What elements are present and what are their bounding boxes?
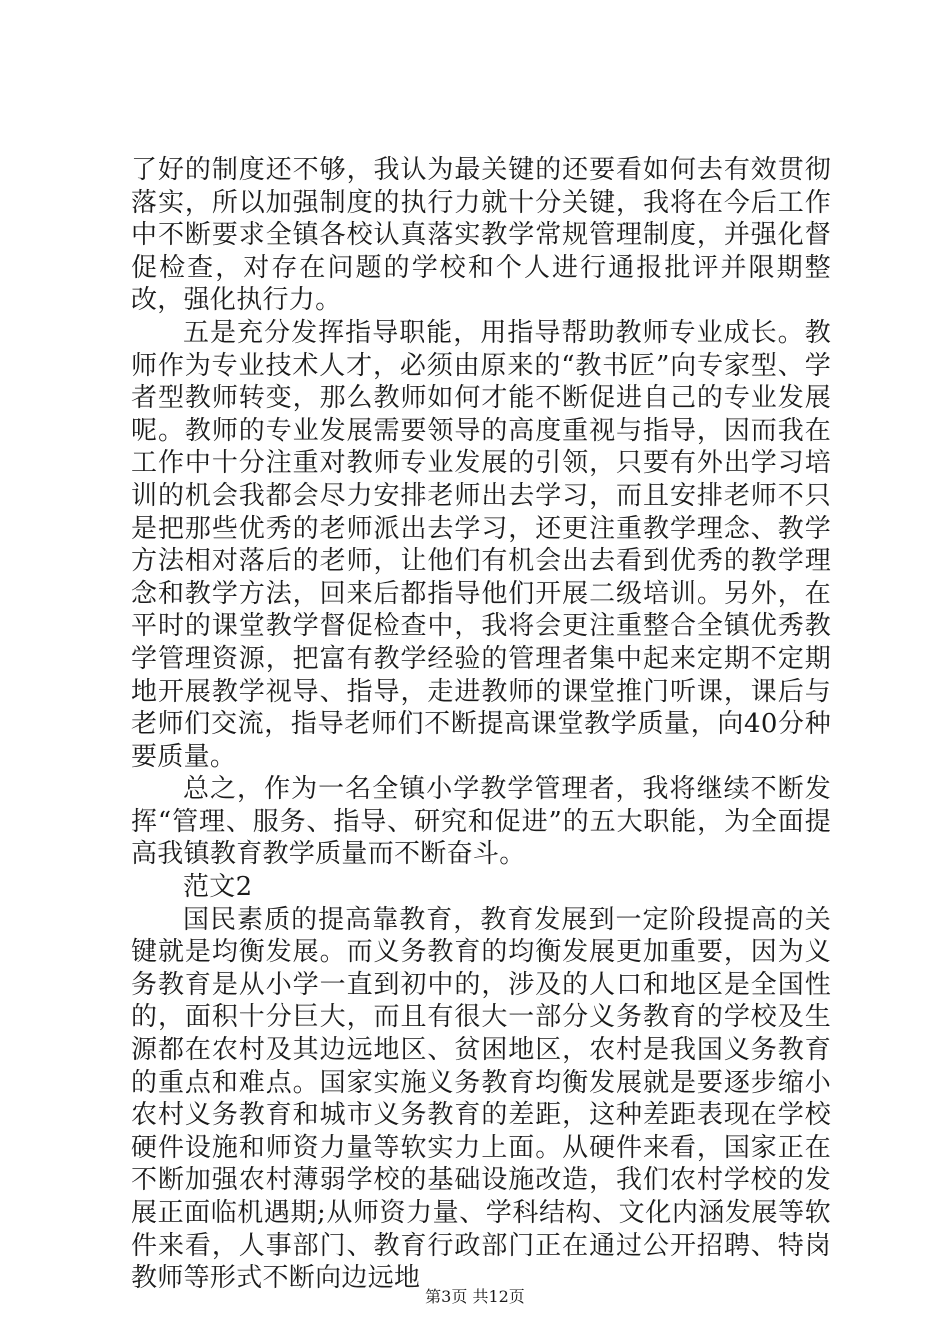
paragraph-guidance-role: 五是充分发挥指导职能，用指导帮助教师专业成长。教师作为专业技术人才，必须由原来的“教书匠”向专家型、学者型教师转变，那么教师如何才能不断促进自己的专业发展呢。教师的专业发展需要领导的高度重视与指导，因而我在工作中十分注重对教师专业发展的引领，只要有外出学习培训的机会我都会尽力安排老师出去学习，而且安排老师不只是把那些优秀的老师派出去学习，还更注重教学理念、教学方法相对落后的老师，让他们有机会出去看到优秀的教学理念和教学方法，回来后都指导他们开展二级培训。另外，在平时的课堂教学督促检查中，我将会更注重整合全镇优秀教学管理资源，把富有教学经验的管理者集中起来定期不定期地开展教学视导、指导，走进教师的课堂推门听课，课后与老师们交流，指导老师们不断提高课堂教学质量，向40分种要质量。: [131, 317, 831, 772]
paragraph-summary: 总之，作为一名全镇小学教学管理者，我将继续不断发挥“管理、服务、指导、研究和促进”的五大职能，为全面提高我镇教育教学质量而不断奋斗。: [131, 774, 831, 870]
paragraph-balanced-education: 国民素质的提高靠教育，教育发展到一定阶段提高的关键就是均衡发展。而义务教育的均衡发展更加重要，因为义务教育是从小学一直到初中的，涉及的人口和地区是全国性的，面积十分巨大，而且有很大一部分义务教育的学校及生源都在农村及其边远地区、贫困地区，农村是我国义务教育的重点和难点。国家实施义务教育均衡发展就是要逐步缩小农村义务教育和城市义务教育的差距，这种差距表现在学校硬件设施和师资力量等软实力上面。从硬件来看，国家正在不断加强农村薄弱学校的基础设施改造，我们农村学校的发展正面临机遇期;从师资力量、学科结构、文化内涵发展等软件来看，人事部门、教育行政部门正在通过公开招聘、特岗教师等形式不断向边远地: [131, 904, 831, 1294]
document-body: [131, 154, 831, 1295]
section-heading-sample-2: 范文2: [183, 872, 253, 903]
paragraph-continuation: 了好的制度还不够，我认为最关键的还要看如何去有效贯彻落实，所以加强制度的执行力就十分关键，我将在今后工作中不断要求全镇各校认真落实教学常规管理制度，并强化督促检查，对存在问题的学校和个人进行通报批评并限期整改，强化执行力。: [131, 155, 831, 316]
page-number-footer: 第3页 共12页: [425, 1287, 525, 1306]
